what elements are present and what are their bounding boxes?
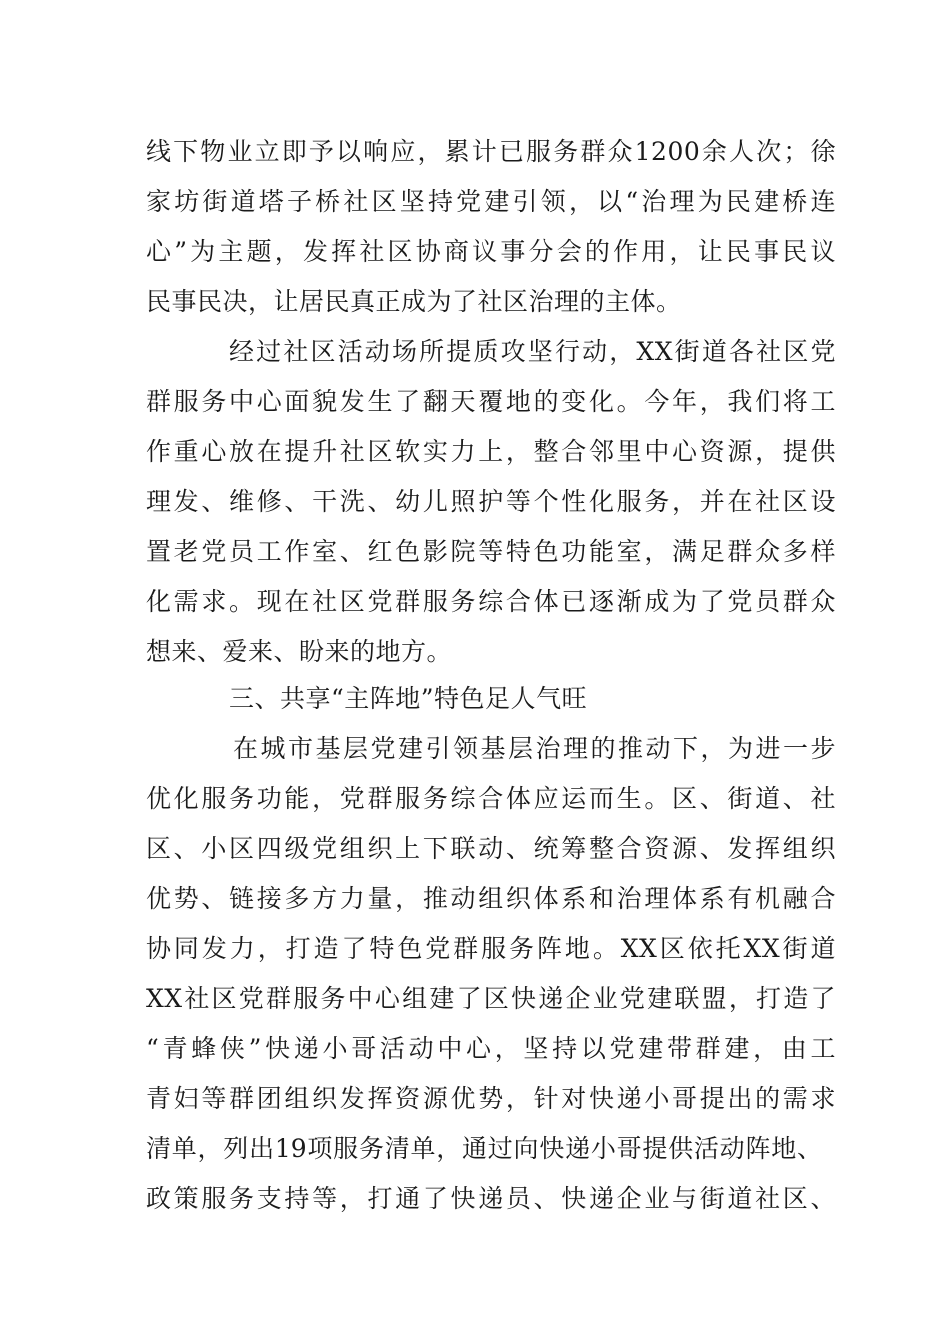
- paragraph-line: 线下物业立即予以响应，累计已服务群众1200余人次；徐: [146, 137, 836, 166]
- paragraph-line: 群服务中心面貌发生了翻天覆地的变化。今年，我们将工: [146, 387, 836, 416]
- paragraph-line: 青妇等群团组织发挥资源优势，针对快递小哥提出的需求: [146, 1084, 836, 1113]
- paragraph-line: 家坊街道塔子桥社区坚持党建引领，以“治理为民建桥连: [146, 187, 836, 216]
- paragraph-line: 区、小区四级党组织上下联动、统筹整合资源、发挥组织: [146, 834, 836, 863]
- paragraph-line: 心”为主题，发挥社区协商议事分会的作用，让民事民议: [146, 237, 836, 266]
- section-heading: 三、共享“主阵地”特色足人气旺: [229, 684, 588, 713]
- paragraph-line: XX社区党群服务中心组建了区快递企业党建联盟，打造了: [146, 984, 836, 1013]
- paragraph-line: “青蜂侠”快递小哥活动中心，坚持以党建带群建，由工: [146, 1034, 836, 1063]
- paragraph-line: 民事民决，让居民真正成为了社区治理的主体。: [146, 287, 682, 316]
- paragraph-line: 作重心放在提升社区软实力上，整合邻里中心资源，提供: [146, 437, 836, 466]
- paragraph-line: 政策服务支持等，打通了快递员、快递企业与街道社区、: [146, 1184, 836, 1213]
- paragraph-line: 化需求。现在社区党群服务综合体已逐渐成为了党员群众: [146, 587, 836, 616]
- paragraph-line: 在城市基层党建引领基层治理的推动下，为进一步: [233, 734, 836, 763]
- paragraph-line: 想来、爱来、盼来的地方。: [146, 637, 453, 666]
- paragraph-line: 优势、链接多方力量，推动组织体系和治理体系有机融合: [146, 884, 836, 913]
- paragraph-line: 经过社区活动场所提质攻坚行动，XX街道各社区党: [229, 337, 836, 366]
- paragraph-line: 优化服务功能，党群服务综合体应运而生。区、街道、社: [146, 784, 836, 813]
- paragraph-line: 协同发力，打造了特色党群服务阵地。XX区依托XX街道: [146, 934, 836, 963]
- paragraph-line: 置老党员工作室、红色影院等特色功能室，满足群众多样: [146, 537, 836, 566]
- paragraph-line: 理发、维修、干洗、幼儿照护等个性化服务，并在社区设: [146, 487, 836, 516]
- paragraph-line: 清单，列出19项服务清单，通过向快递小哥提供活动阵地、: [146, 1134, 822, 1163]
